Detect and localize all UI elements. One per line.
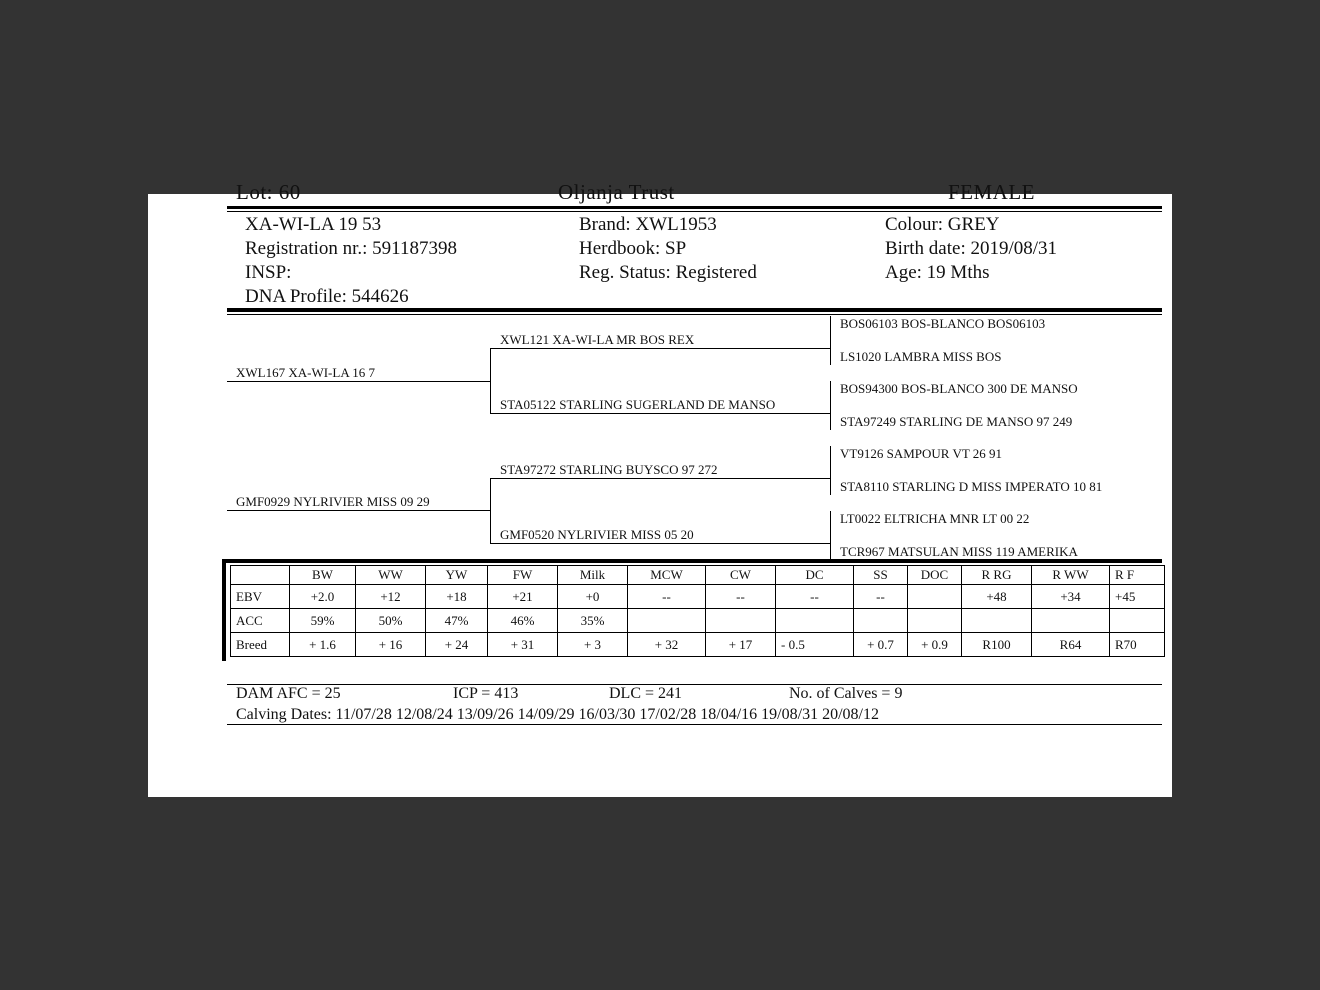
dam-dam: GMF0520 NYLRIVIER MISS 05 20 [500,527,694,542]
owner-name: Oljanja Trust [558,180,675,204]
table-cell: +34 [1032,585,1110,609]
table-cell: +21 [488,585,558,609]
gg-bracket-3 [830,446,831,495]
animal-info-left [245,213,457,309]
table-cell: R70 [1110,633,1165,657]
table-cell: 46% [488,609,558,633]
table-cell: + 0.7 [854,633,908,657]
table-cell: +0 [558,585,628,609]
sire-dam-line [490,413,830,414]
table-cell: -- [628,585,706,609]
footer-top-rule [227,684,1162,685]
table-header-row [231,566,1165,585]
great-grandparent: LT0022 ELTRICHA MNR LT 00 22 [840,511,1030,526]
table-cell: R100 [962,633,1032,657]
insp-label: INSP: [245,262,292,283]
table-cell: -- [776,585,854,609]
table-cell: +45 [1110,585,1165,609]
gg-bracket-4 [830,511,831,560]
age: Age: 19 Mths [885,262,990,283]
table-header-cell [231,566,290,585]
table-header-cell: DC [776,566,854,585]
table-header-cell: YW [426,566,488,585]
number-of-calves: No. of Calves = 9 [789,685,903,702]
table-cell: -- [706,585,776,609]
colour: Colour: GREY [885,214,1000,235]
table-cell [908,585,962,609]
table-header-cell: R RG [962,566,1032,585]
table-cell: + 32 [628,633,706,657]
dam-line [227,510,490,511]
table-header-cell: CW [706,566,776,585]
dam: GMF0929 NYLRIVIER MISS 09 29 [236,494,430,509]
table-cell: + 17 [706,633,776,657]
great-grandparent: LS1020 LAMBRA MISS BOS [840,349,1002,364]
table-header-cell: WW [356,566,426,585]
dna-profile: DNA Profile: 544626 [245,286,409,307]
table-cell [1032,609,1110,633]
table-header-cell: Milk [558,566,628,585]
table-cell [776,609,854,633]
table-cell: 59% [290,609,356,633]
animal-info-middle [579,213,757,285]
ebv-table [230,565,1165,657]
table-cell [962,609,1032,633]
row-label: EBV [231,585,290,609]
table-cell: -- [854,585,908,609]
table-cell: + 3 [558,633,628,657]
sex-label: FEMALE [948,180,1035,204]
table-header-cell: R F [1110,566,1165,585]
table-cell: +48 [962,585,1032,609]
calving-dates: Calving Dates: 11/07/28 12/08/24 13/09/26 14/09/29 16/03/30 17/02/28 18/04/16 19/08/31 20/08/12 [236,706,879,723]
dam-dam-line [490,543,830,544]
table-cell: + 16 [356,633,426,657]
great-grandparent: STA8110 STARLING D MISS IMPERATO 10 81 [840,479,1103,494]
sire-sire: XWL121 XA-WI-LA MR BOS REX [500,332,695,347]
table-header-cell: BW [290,566,356,585]
registration-number: Registration nr.: 591187398 [245,238,457,259]
table-header-cell: MCW [628,566,706,585]
table-header-cell: SS [854,566,908,585]
lot-number: Lot: 60 [236,180,301,204]
table-header-cell: FW [488,566,558,585]
sire-bracket [490,348,491,414]
table-cell [854,609,908,633]
table-left-rule [222,559,226,661]
row-label: Breed [231,633,290,657]
table-cell [628,609,706,633]
table-cell: +12 [356,585,426,609]
table-cell: - 0.5 [776,633,854,657]
table-row-ebv [231,585,1165,609]
gg-bracket-1 [830,316,831,365]
table-cell [706,609,776,633]
great-grandparent: BOS06103 BOS-BLANCO BOS06103 [840,316,1046,331]
table-cell: + 24 [426,633,488,657]
dam-sire: STA97272 STARLING BUYSCO 97 272 [500,462,718,477]
dam-sire-line [490,478,830,479]
table-cell: + 1.6 [290,633,356,657]
table-cell: 50% [356,609,426,633]
table-cell: + 0.9 [908,633,962,657]
table-cell: 35% [558,609,628,633]
footer-bottom-rule [227,724,1162,725]
document-page [148,180,1172,797]
table-header-cell: R WW [1032,566,1110,585]
great-grandparent: BOS94300 BOS-BLANCO 300 DE MANSO [840,381,1078,396]
dam-bracket [490,478,491,544]
great-grandparent: STA97249 STARLING DE MANSO 97 249 [840,414,1073,429]
registration-status: Reg. Status: Registered [579,262,757,283]
table-cell [908,609,962,633]
gg-bracket-2 [830,381,831,430]
brand: Brand: XWL1953 [579,214,717,235]
icp: ICP = 413 [453,685,519,702]
sire-line [227,381,490,382]
table-top-rule [222,559,1162,563]
dlc: DLC = 241 [609,685,683,702]
table-cell: R64 [1032,633,1110,657]
great-grandparent: TCR967 MATSULAN MISS 119 AMERIKA [840,544,1078,559]
header-rule-thin [227,211,1162,212]
table-cell [1110,609,1165,633]
info-rule-thin [227,314,1162,315]
header-rule-thick [227,206,1162,209]
animal-name: XA-WI-LA 19 53 [245,214,382,235]
sire-dam: STA05122 STARLING SUGERLAND DE MANSO [500,397,776,412]
info-rule-thick [227,308,1162,312]
sire: XWL167 XA-WI-LA 16 7 [236,365,375,380]
herdbook: Herdbook: SP [579,238,687,259]
row-label: ACC [231,609,290,633]
table-header-cell: DOC [908,566,962,585]
table-row-acc [231,609,1165,633]
dam-afc: DAM AFC = 25 [236,685,341,702]
animal-info-right [885,213,1057,285]
table-cell: +2.0 [290,585,356,609]
birth-date: Birth date: 2019/08/31 [885,238,1058,259]
table-cell: 47% [426,609,488,633]
table-cell: + 31 [488,633,558,657]
table-row-breed [231,633,1165,657]
table-cell: +18 [426,585,488,609]
sire-sire-line [490,348,830,349]
great-grandparent: VT9126 SAMPOUR VT 26 91 [840,446,1003,461]
